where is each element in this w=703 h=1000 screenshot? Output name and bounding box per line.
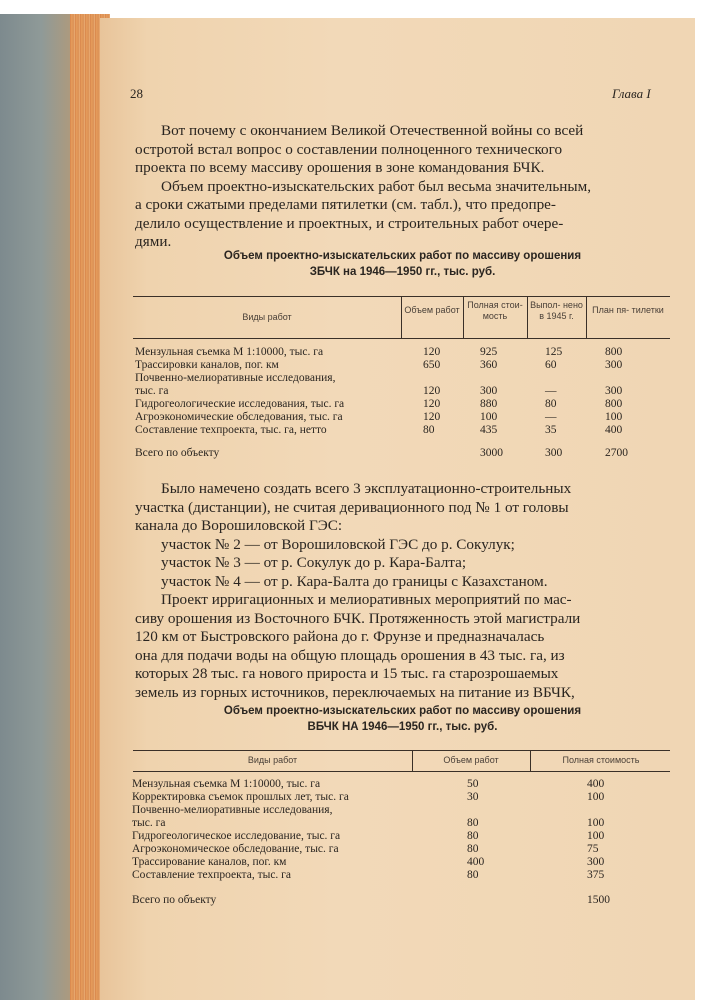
- table-cell: тыс. га: [135, 385, 169, 397]
- chapter-label: Глава I: [612, 86, 651, 101]
- table-cell: Составление техпроекта, тыс. га: [132, 869, 292, 881]
- text-line: Объем проектно-изыскательских работ был весьма значительным,: [161, 177, 592, 195]
- table2-col-divider: [412, 750, 413, 771]
- text-line: Было намечено создать всего 3 эксплуатационно-строительных: [161, 480, 572, 497]
- table2-header-cost: Полная стоимость: [562, 755, 640, 765]
- table-cell: —: [545, 385, 557, 397]
- table1-header-plan: План пя- тилетки: [592, 305, 664, 315]
- table-cell: 75: [587, 843, 599, 855]
- text-line: участка (дистанции), не считая деривационного под № 1 от головы: [135, 498, 569, 516]
- table-row: [0, 372, 703, 384]
- text-line: проекта по всему массиву орошения в зоне командования БЧК.: [135, 159, 545, 176]
- table1-header-done: Выпол- нено в 1945 г.: [530, 300, 583, 321]
- table-cell: 35: [545, 424, 557, 436]
- table-cell: 80: [467, 869, 479, 881]
- text-line: которых 28 тыс. га нового прироста и 15 тыс. га старозрошаемых: [135, 665, 559, 682]
- table1-header-volume: Объем работ: [404, 305, 460, 315]
- table-cell: 300: [605, 359, 623, 371]
- caption-line: Объем проектно-изыскательских работ по массиву орошения: [223, 250, 582, 262]
- text-line: участок № 2 — от Ворошиловской ГЭС до р. Сокулук;: [161, 535, 515, 553]
- table-cell: 100: [605, 411, 623, 423]
- table-cell: 120: [423, 398, 441, 410]
- table-cell: 80: [467, 830, 479, 842]
- table2-col-divider: [530, 750, 531, 771]
- table-cell: 400: [587, 778, 605, 790]
- table-cell: 2700: [605, 447, 628, 459]
- table1-header-cost: Полная стои- мость: [467, 300, 523, 321]
- table2-header-rule: [133, 771, 670, 772]
- table-row: [0, 791, 703, 803]
- table1-header-rule: [133, 338, 670, 339]
- table-cell: 800: [605, 346, 623, 358]
- text-line: 120 км от Быстровского района до г. Фрунзе и предназначалась: [135, 628, 545, 645]
- table-row: [0, 398, 703, 410]
- table-cell: Почвенно-мелиоративные исследования,: [132, 804, 333, 816]
- caption-line: ВБЧК НА 1946—1950 гг., тыс. руб.: [307, 721, 498, 733]
- table-cell: 300: [587, 856, 605, 868]
- table-cell: Корректировка съемок прошлых лет, тыс. га: [132, 791, 349, 803]
- table-cell: 1500: [587, 894, 610, 906]
- table-row: [0, 856, 703, 868]
- table1-col-divider: [401, 296, 402, 338]
- table-cell: 80: [467, 843, 479, 855]
- text-line: остротой встал вопрос о составлении полноценного технического: [135, 140, 563, 158]
- text-line: а сроки сжатыми пределами пятилетки (см. табл.), что предопре-: [135, 196, 556, 213]
- table-row: [0, 843, 703, 855]
- table-total-row: [0, 894, 703, 906]
- table-total-row: [0, 447, 703, 459]
- table-cell: 30: [467, 791, 479, 803]
- table-cell: 100: [480, 411, 498, 423]
- table2-top-rule: [133, 750, 670, 751]
- table1-header-type: Виды работ: [242, 312, 292, 322]
- table-cell: —: [545, 411, 557, 423]
- table-cell: 120: [423, 411, 441, 423]
- table-cell: 50: [467, 778, 479, 790]
- table-cell: 100: [587, 817, 605, 829]
- text-line: земель из горных источников, переключаемых на питание из ВБЧК,: [135, 683, 575, 701]
- table-row: [0, 869, 703, 881]
- table-cell: 435: [480, 424, 498, 436]
- table-cell: 925: [480, 346, 498, 358]
- table-cell: 3000: [480, 447, 503, 459]
- table2-header-type: Виды работ: [247, 755, 298, 765]
- table-cell: 100: [587, 791, 605, 803]
- table-cell: Всего по объекту: [132, 894, 217, 906]
- table-cell: 125: [545, 346, 563, 358]
- paragraph-intro: [135, 122, 670, 252]
- table1-col-divider: [527, 296, 528, 338]
- table-cell: 300: [480, 385, 498, 397]
- table-cell: Составление техпроекта, тыс. га, нетто: [135, 424, 327, 436]
- table-row: [0, 411, 703, 423]
- text-line: канала до Ворошиловской ГЭС:: [135, 517, 343, 534]
- table-cell: 300: [545, 447, 563, 459]
- table-cell: 80: [423, 424, 435, 436]
- table-cell: 400: [605, 424, 623, 436]
- table1-col-divider: [586, 296, 587, 338]
- table-cell: 400: [467, 856, 485, 868]
- table1-caption: [130, 248, 675, 280]
- table-cell: Всего по объекту: [135, 447, 220, 459]
- text-line: сиву орошения из Восточного БЧК. Протяженность этой магистрали: [135, 609, 581, 627]
- table-cell: 100: [587, 830, 605, 842]
- table-cell: 880: [480, 398, 498, 410]
- table-cell: 300: [605, 385, 623, 397]
- table-cell: Агроэкономическое обследование, тыс. га: [132, 843, 339, 855]
- table-cell: Гидрогеологическое исследование, тыс. га: [132, 830, 341, 842]
- table2-header-volume: Объем работ: [443, 755, 499, 765]
- page-number: 28: [130, 86, 143, 101]
- caption-line: Объем проектно-изыскательских работ по массиву орошения: [223, 705, 582, 717]
- table-row: [0, 778, 703, 790]
- table-cell: Агроэкономические обследования, тыс. га: [135, 411, 343, 423]
- table-cell: Гидрогеологические исследования, тыс. га: [135, 398, 345, 410]
- table-cell: 360: [480, 359, 498, 371]
- table-row: [0, 830, 703, 842]
- text-line: участок № 4 — от р. Кара-Балта до границы с Казахстаном.: [161, 572, 548, 590]
- table-cell: Трассирование каналов, пог. км: [132, 856, 287, 868]
- table1-col-divider: [463, 296, 464, 338]
- table-cell: Почвенно-мелиоративные исследования,: [135, 372, 336, 384]
- caption-line: ЗБЧК на 1946—1950 гг., тыс. руб.: [309, 266, 496, 278]
- table-cell: Трассировки каналов, пог. км: [135, 359, 279, 371]
- table-row: [0, 804, 703, 816]
- text-line: Проект ирригационных и мелиоративных мероприятий по мас-: [161, 591, 572, 608]
- table-row: [0, 424, 703, 436]
- table-row: [0, 817, 703, 829]
- table-row: [0, 346, 703, 358]
- table2-caption: [130, 703, 675, 735]
- table-cell: тыс. га: [132, 817, 166, 829]
- table-cell: 80: [545, 398, 557, 410]
- table-row: [0, 385, 703, 397]
- table-cell: 375: [587, 869, 605, 881]
- table-cell: 80: [467, 817, 479, 829]
- table-cell: 120: [423, 385, 441, 397]
- table-cell: 650: [423, 359, 441, 371]
- text-line: участок № 3 — от р. Сокулук до р. Кара-Балта;: [161, 554, 467, 571]
- table-row: [0, 359, 703, 371]
- table-cell: Мензульная съемка М 1:10000, тыс. га: [135, 346, 324, 358]
- table-cell: Мензульная съемка М 1:10000, тыс. га: [132, 778, 321, 790]
- text-line: Вот почему с окончанием Великой Отечественной войны со всей: [161, 122, 584, 139]
- paragraph-sections: [135, 480, 670, 702]
- table-cell: 120: [423, 346, 441, 358]
- text-line: дями.: [135, 233, 172, 250]
- text-line: она для подачи воды на общую площадь орошения в 43 тыс. га, из: [135, 646, 565, 664]
- text-line: делило осуществление и проектных, и строительных работ очере-: [135, 214, 564, 232]
- table-cell: 60: [545, 359, 557, 371]
- table-cell: 800: [605, 398, 623, 410]
